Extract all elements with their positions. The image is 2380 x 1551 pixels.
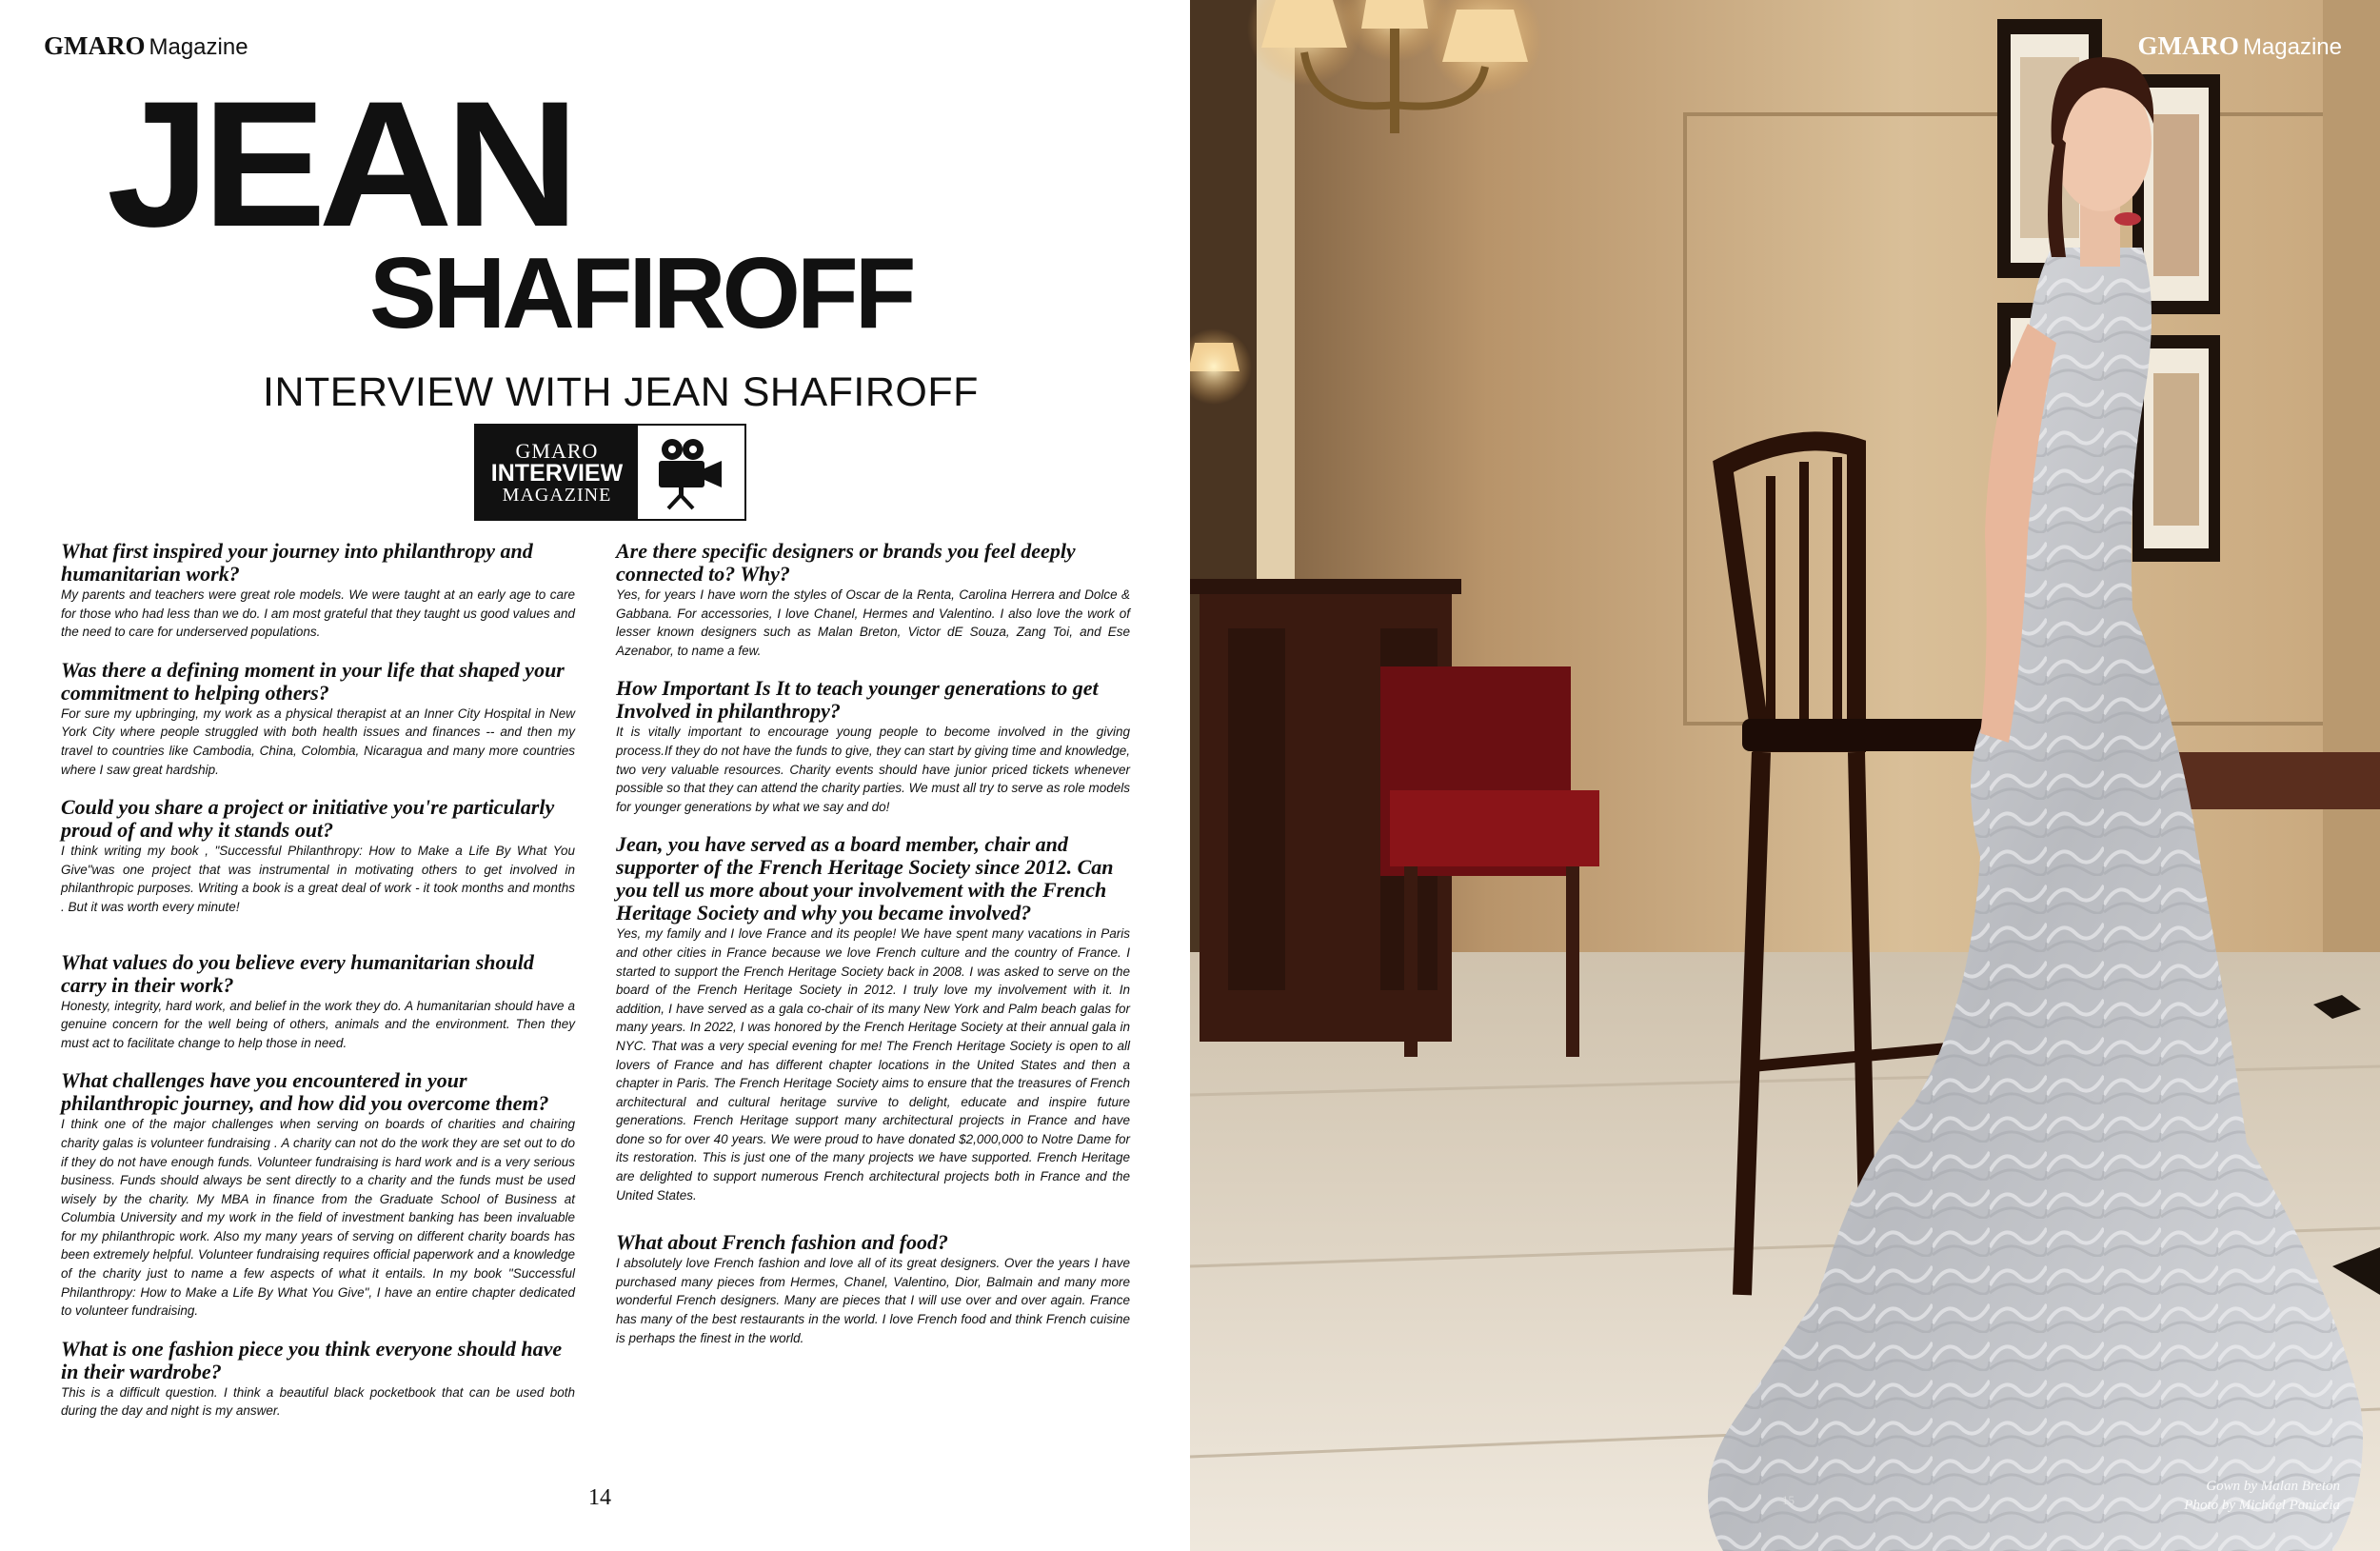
- interview-badge: [474, 424, 746, 521]
- qa-item: [61, 540, 575, 642]
- badge-label: [476, 426, 638, 519]
- logo-wordmark: GMARO: [2137, 31, 2239, 60]
- video-camera-icon: [638, 426, 744, 519]
- right-page: [1190, 0, 2380, 1551]
- question: What values do you believe every humanitarian should carry in their work?: [61, 949, 534, 997]
- interview-column-left: [61, 540, 575, 1436]
- qa-item: [61, 1338, 575, 1421]
- answer: I think one of the major challenges when serving on boards of charities and chairing charity galas is volunteer fundraising . A charity can not do the work they are set out to do if they do not have enough funds. Volunteer fundraising is hard work and is a very serious business. Funds should always be sent directly to a charity and the funds must be used wisely by the charity. My MBA in finance from the Graduate School of Business at Columbia University and my work in the field of investment banking has been invaluable for my philanthropic work. Also my many years of serving on different charity boards has been extremely helpful. Volunteer fundraising requires official paperwork and a knowledge of the charity just to name a few aspects of what it entails. In my book "Successful Philanthropy: How to Make a Life By What You Give", I have an entire chapter dedicated to volunteer fundraising.: [61, 1117, 575, 1319]
- question: Was there a defining moment in your life that shaped your commitment to helping others?: [61, 657, 565, 705]
- question: What is one fashion piece you think everyone should have in their wardrobe?: [61, 1336, 563, 1383]
- answer: It is vitally important to encourage young people to become involved in the giving process.If they do not have the funds to give, they can start by giving time and knowledge, two very valuable resources. Charity events should have junior priced tickets whenever possible so that they can attend the charity parties. We must all try to serve as role models for younger generations by what we say and do!: [616, 725, 1131, 814]
- question: Jean, you have served as a board member, chair and supporter of the French Heritage Society since 2012. Can you tell us more about your involvement with the French Heritage Society and why you became involved?: [616, 832, 1114, 925]
- badge-line-2: INTERVIEW: [490, 459, 624, 487]
- question: What first inspired your journey into philanthropy and humanitarian work?: [61, 539, 533, 586]
- credit-photographer: Photo by Michael Paniccia: [2184, 1498, 2340, 1513]
- portrait-photo: [1190, 0, 2380, 1551]
- qa-item: [616, 677, 1130, 816]
- magazine-logo: [44, 31, 248, 61]
- interview-column-right: [616, 540, 1130, 1362]
- title-first-name: JEAN: [107, 64, 572, 264]
- logo-magazine-label: Magazine: [2242, 34, 2342, 60]
- logo-wordmark: GMARO: [44, 31, 146, 60]
- title-last-name: SHAFIROFF: [369, 237, 913, 349]
- answer: I think writing my book , "Successful Philanthropy: How to Make a Life By What You Give"was one project that was instrumental in motivating others to get involved in philanthropic purposes. Writing a book is a great deal of work - it took months and months . But it was worth every minute!: [61, 844, 575, 914]
- answer: Yes, for years I have worn the styles of Oscar de la Renta, Carolina Herrera and Dolce & Gabbana. For accessories, I love Chanel, Hermes and Valentino. I also love the work of lesser known designers such as Malan Breton, Victor dE Souza, Zang Toi, and Ese Azenabor, to name a few.: [616, 587, 1130, 658]
- credit-gown: Gown by Malan Breton: [2206, 1479, 2340, 1494]
- page-number-left: 14: [588, 1485, 611, 1510]
- qa-item: [61, 1069, 575, 1321]
- question: Are there specific designers or brands you feel deeply connected to? Why?: [616, 539, 1076, 586]
- qa-item: [616, 1231, 1130, 1347]
- qa-item: [61, 796, 575, 916]
- badge-line-3: MAGAZINE: [502, 484, 612, 506]
- qa-item: [61, 951, 575, 1053]
- answer: Yes, my family and I love France and its people! We have spent many vacations in Paris and other cities in France because we love French culture and the country of France. I started to support the French Heritage Society back in 2008. I was asked to serve on the board of the French Heritage Society in 2012. I truly love my involvement with it. In addition, I have served as a gala co-chair of its many New York and Palm beach galas for many years. In 2022, I was honored by the French Heritage Society at their annual gala in NYC. That was a very special evening for me! The French Heritage Society is open to all lovers of France and has different chapter locations in the United States and then a chapter in Paris. The French Heritage Society aims to ensure that the treasures of French architectural and cultural heritage survive to delight, educate and inspire future generations. French Heritage support many architectural projects in France and have done so for over 40 years. We were proud to have donated $2,000,000 to Notre Dame for its restoration. This is just one of the many projects we have supported. French Heritage are delighted to support numerous French architectural projects both in France and the United States.: [616, 926, 1130, 1203]
- question: Could you share a project or initiative you're particularly proud of and why it stands out?: [61, 795, 555, 843]
- answer: This is a difficult question. I think a beautiful black pocketbook that can be used both during the day and night is my answer.: [61, 1384, 575, 1419]
- qa-item: [61, 659, 575, 779]
- page-number-right: 15: [1782, 1493, 1795, 1507]
- qa-item: [616, 540, 1130, 660]
- question: What challenges have you encountered in your philanthropic journey, and how did you overcome them?: [61, 1068, 549, 1116]
- logo-magazine-label: Magazine: [149, 34, 248, 60]
- answer: I absolutely love French fashion and love all of its great designers. Over the years I have purchased many pieces from Hermes, Chanel, Valentino, Dior, Balmain and many more wonderful French designers. Many are pieces that I will use over and over again. France has many of the best restaurants in the world. I love French food and think French cuisine is perhaps the finest in the world.: [616, 1256, 1130, 1345]
- question: How Important Is It to teach younger generations to get Involved in philanthropy?: [616, 676, 1099, 724]
- answer: My parents and teachers were great role models. We were taught at an early age to care for those who had less than we do. I am most grateful that they taught us good values and the need to care for underserved populations.: [61, 587, 575, 640]
- article-subtitle: INTERVIEW WITH JEAN SHAFIROFF: [263, 369, 979, 415]
- qa-item: [616, 833, 1130, 1204]
- answer: For sure my upbringing, my work as a physical therapist at an Inner City Hospital in New York City where people struggled with both health issues and finances -- and then my travel to countries like Cambodia, China, Colombia, Nicaragua and many more countries where I saw great hardship.: [61, 706, 575, 777]
- question: What about French fashion and food?: [616, 1230, 949, 1255]
- answer: Honesty, integrity, hard work, and belief in the work they do. A humanitarian should have a genuine concern for the well being of others, animals and the environment. Then they must act to facilitate change to help those in need.: [61, 998, 575, 1050]
- badge-line-1: GMARO: [515, 438, 599, 463]
- photo-credit: [2184, 1477, 2340, 1515]
- magazine-logo-right: [2137, 31, 2342, 61]
